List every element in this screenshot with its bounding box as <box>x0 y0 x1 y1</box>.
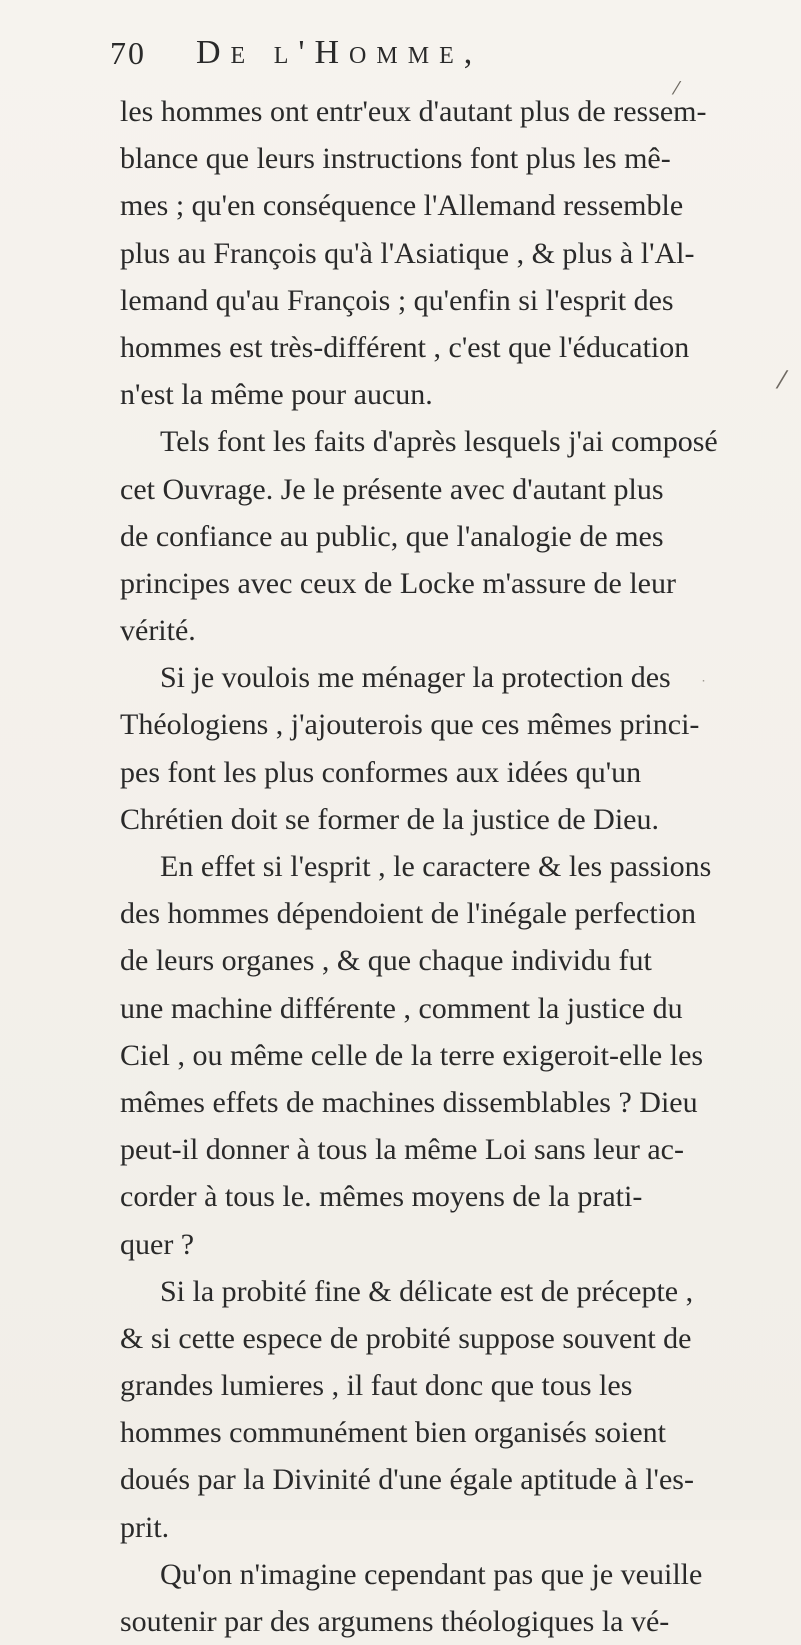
text-line: principes avec ceux de Locke m'assure de leur <box>120 566 676 600</box>
text-line: peut-il donner à tous la même Loi sans leur ac- <box>120 1133 684 1167</box>
text-line: Ciel , ou même celle de la terre exigeroit-elle les <box>120 1038 704 1072</box>
text-line: Théologiens , j'ajouterois que ces mêmes princi- <box>120 708 700 742</box>
body-text <box>120 88 760 1638</box>
page-header <box>110 28 670 78</box>
text-line: lemand qu'au François ; qu'enfin si l'esprit des <box>120 283 674 317</box>
text-line: Tels font les faits d'après lesquels j'ai composé <box>160 425 718 459</box>
text-line: de leurs organes , & que chaque individu fut <box>120 944 652 978</box>
text-line: & si cette espece de probité suppose souvent de <box>120 1321 692 1355</box>
text-line: doués par la Divinité d'une égale aptitude à l'es- <box>120 1463 694 1497</box>
text-line: grandes lumieres , il faut donc que tous les <box>120 1369 633 1403</box>
margin-mark-icon: ⁄ <box>675 78 679 99</box>
text-line: hommes est très-différent , c'est que l'éducation <box>120 330 690 364</box>
text-line: blance que leurs instructions font plus les mê- <box>120 142 671 176</box>
text-line: soutenir par des argumens théologiques la vé- <box>120 1605 670 1638</box>
text-line: cet Ouvrage. Je le présente avec d'autant plus <box>120 472 664 506</box>
text-line: En effet si l'esprit , le caractere & les passions <box>160 850 712 883</box>
text-line: plus au François qu'à l'Asiatique , & plus à l'Al- <box>120 236 695 270</box>
text-line: Chrétien doit se former de la justice de Dieu. <box>120 802 659 836</box>
text-line: Si je voulois me ménager la protection des <box>160 661 671 695</box>
page-number: 70 <box>110 35 146 71</box>
text-line: pes font les plus conformes aux idées qu'un <box>120 755 642 789</box>
text-line: quer ? <box>120 1227 195 1261</box>
text-line: hommes communément bien organisés soient <box>120 1416 667 1450</box>
text-line: corder à tous le. mêmes moyens de la prati- <box>120 1180 643 1214</box>
text-line: Si la probité fine & délicate est de précepte , <box>160 1274 694 1308</box>
text-line: mêmes effets de machines dissemblables ? Dieu <box>120 1085 698 1119</box>
text-line: vérité. <box>120 614 196 648</box>
text-line: les hommes ont entr'eux d'autant plus de ressem- <box>120 95 707 128</box>
text-line: une machine différente , comment la justice du <box>120 991 683 1025</box>
running-title: De l'Homme, <box>196 34 483 71</box>
text-line: Qu'on n'imagine cependant pas que je veuille <box>160 1557 703 1591</box>
margin-mark-icon: ˙ <box>700 679 707 695</box>
text-line: des hommes dépendoient de l'inégale perfection <box>120 897 697 931</box>
text-line: prit. <box>120 1510 170 1544</box>
text-line: mes ; qu'en conséquence l'Allemand ressemble <box>120 189 684 223</box>
text-line: de confiance au public, que l'analogie de mes <box>120 519 664 553</box>
text-line: n'est la même pour aucun. <box>120 378 433 412</box>
margin-mark-icon: ⁄ <box>780 366 785 394</box>
